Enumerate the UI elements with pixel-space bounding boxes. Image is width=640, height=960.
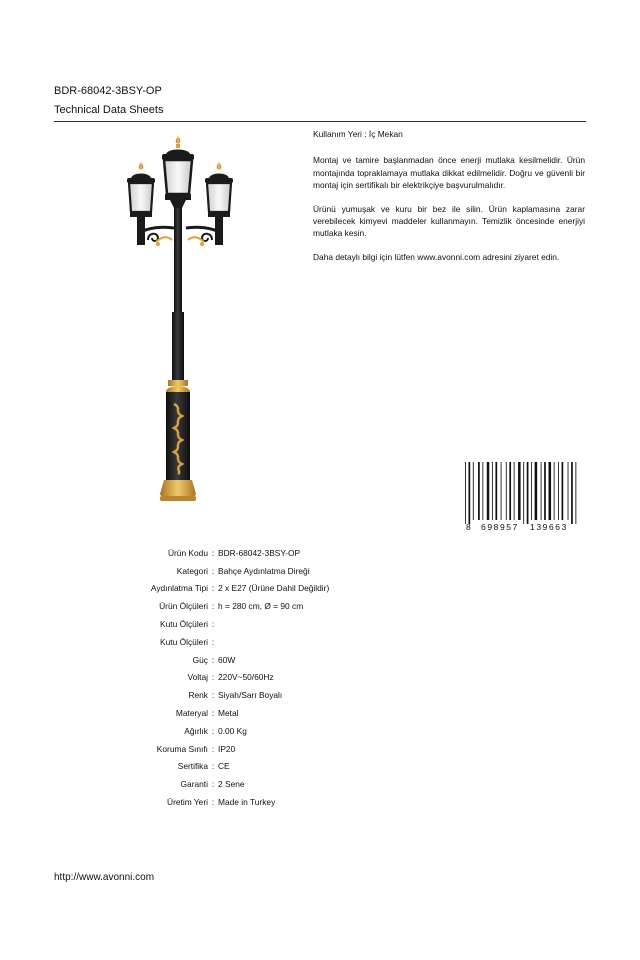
- barcode-bar: [558, 462, 559, 520]
- barcode-bar: [465, 462, 466, 524]
- spec-value: 2 Sene: [218, 779, 245, 790]
- spec-row: [100, 562, 420, 580]
- barcode-bar: [509, 462, 511, 520]
- barcode-bar: [482, 462, 483, 520]
- barcode-bar: [541, 462, 542, 520]
- spec-row: [100, 793, 420, 811]
- spec-label: Ağırlık: [184, 725, 208, 736]
- spec-row: [100, 544, 420, 562]
- barcode-bar: [514, 462, 515, 520]
- spec-row: [100, 686, 420, 704]
- spec-value: Metal: [218, 708, 239, 719]
- spec-separator: :: [211, 565, 215, 576]
- spec-separator: :: [211, 708, 215, 719]
- barcode-bar: [523, 462, 524, 524]
- spec-row: [100, 722, 420, 740]
- spec-label: Kategori: [176, 565, 208, 576]
- spec-row: [100, 758, 420, 776]
- barcode-bar: [487, 462, 490, 520]
- spec-row: [100, 580, 420, 598]
- spec-separator: :: [211, 743, 215, 754]
- barcode-bars: [465, 462, 576, 524]
- spec-separator: :: [211, 761, 215, 772]
- spec-value: IP20: [218, 743, 236, 754]
- barcode-bar: [544, 462, 546, 520]
- spec-label: Kutu Ölçüleri: [160, 619, 208, 630]
- barcode-first-digit: 8: [466, 522, 471, 532]
- barcode-bar: [501, 462, 502, 520]
- cleaning-paragraph: Ürünü yumuşak ve kuru bir bez ile silin. Ürün kaplamasına zarar verebilecek kimyevi maddeler kullanmayın. Temizlik öncesinde enerjiyi mutlaka kesin.: [313, 203, 585, 239]
- barcode-bar: [478, 462, 480, 520]
- barcode-bar: [473, 462, 474, 520]
- barcode-bar: [568, 462, 569, 520]
- more-info-paragraph: Daha detaylı bilgi için lütfen www.avonni.com adresini ziyaret edin.: [313, 251, 560, 262]
- spec-value: CE: [218, 761, 230, 772]
- spec-value: 0.00 Kg: [218, 725, 247, 736]
- spec-separator: :: [211, 690, 215, 701]
- spec-label: Üretim Yeri: [167, 797, 208, 808]
- spec-label: Materyal: [175, 708, 208, 719]
- safety-paragraph: Montaj ve tamire başlanmadan önce enerji mutlaka kesilmelidir. Ürün montajında topraklamaya mutlaka dikkat edilmelidir. Doğru ve güvenli bir montaj için sertifikalı bir elektrikçiye başvurulmalıdır.: [313, 155, 585, 191]
- header-divider: [54, 121, 586, 122]
- barcode-bar: [527, 462, 529, 524]
- spec-row: [100, 740, 420, 758]
- spec-row: [100, 669, 420, 687]
- spec-row: [100, 633, 420, 651]
- spec-value: 2 x E27 (Ürüne Dahil Değildir): [218, 583, 330, 594]
- barcode-bar: [531, 462, 532, 520]
- spec-separator: :: [211, 725, 215, 736]
- spec-value: BDR-68042-3BSY-OP: [218, 547, 301, 558]
- spec-label: Voltaj: [187, 672, 208, 683]
- barcode-bar: [562, 462, 564, 520]
- barcode-bar: [554, 462, 555, 520]
- spec-separator: :: [211, 797, 215, 808]
- spec-value: 60W: [218, 654, 236, 665]
- barcode-bar: [518, 462, 521, 520]
- document-subtitle: Technical Data Sheets: [54, 104, 164, 116]
- spec-value: Made in Turkey: [218, 797, 276, 808]
- spec-label: Aydınlatma Tipi: [150, 583, 208, 594]
- spec-label: Ürün Ölçüleri: [159, 601, 208, 612]
- spec-label: Kutu Ölçüleri: [160, 636, 208, 647]
- spec-value: 220V~50/60Hz: [218, 672, 274, 683]
- spec-value: Siyah/Sarı Boyalı: [218, 690, 283, 701]
- product-code-title: BDR-68042-3BSY-OP: [54, 85, 162, 97]
- spec-separator: :: [211, 779, 215, 790]
- barcode-bar: [549, 462, 552, 520]
- product-info: [313, 128, 585, 274]
- barcode-bar: [506, 462, 507, 520]
- barcode-bar: [492, 462, 493, 520]
- spec-separator: :: [211, 547, 215, 558]
- spec-label: Güç: [192, 654, 208, 665]
- spec-row: [100, 597, 420, 615]
- spec-separator: :: [211, 636, 215, 647]
- footer-url: http://www.avonni.com: [54, 872, 155, 883]
- usage-location: Kullanım Yeri : İç Mekan: [313, 129, 403, 139]
- spec-label: Renk: [188, 690, 208, 701]
- spec-separator: :: [211, 583, 215, 594]
- barcode-group-2: 139663: [530, 522, 568, 532]
- spec-label: Koruma Sınıfı: [156, 743, 208, 754]
- spec-row: [100, 775, 420, 793]
- spec-row: [100, 651, 420, 669]
- barcode: [463, 462, 585, 532]
- spec-label: Garanti: [180, 779, 208, 790]
- spec-value: Bahçe Aydınlatma Direği: [218, 565, 310, 576]
- document-header: [54, 84, 586, 122]
- spec-separator: :: [211, 619, 215, 630]
- spec-separator: :: [211, 601, 215, 612]
- barcode-bar: [571, 462, 573, 524]
- barcode-bar: [535, 462, 538, 520]
- barcode-bar: [469, 462, 471, 524]
- spec-value: h = 280 cm, Ø = 90 cm: [218, 601, 304, 612]
- spec-separator: :: [211, 672, 215, 683]
- product-image: [118, 132, 242, 506]
- barcode-bar: [575, 462, 576, 524]
- barcode-group-1: 698957: [481, 522, 519, 532]
- spec-label: Sertifika: [177, 761, 208, 772]
- barcode-bar: [495, 462, 497, 520]
- spec-separator: :: [211, 654, 215, 665]
- spec-label: Ürün Kodu: [167, 547, 208, 558]
- spec-table: [100, 544, 420, 811]
- spec-row: [100, 704, 420, 722]
- spec-row: [100, 615, 420, 633]
